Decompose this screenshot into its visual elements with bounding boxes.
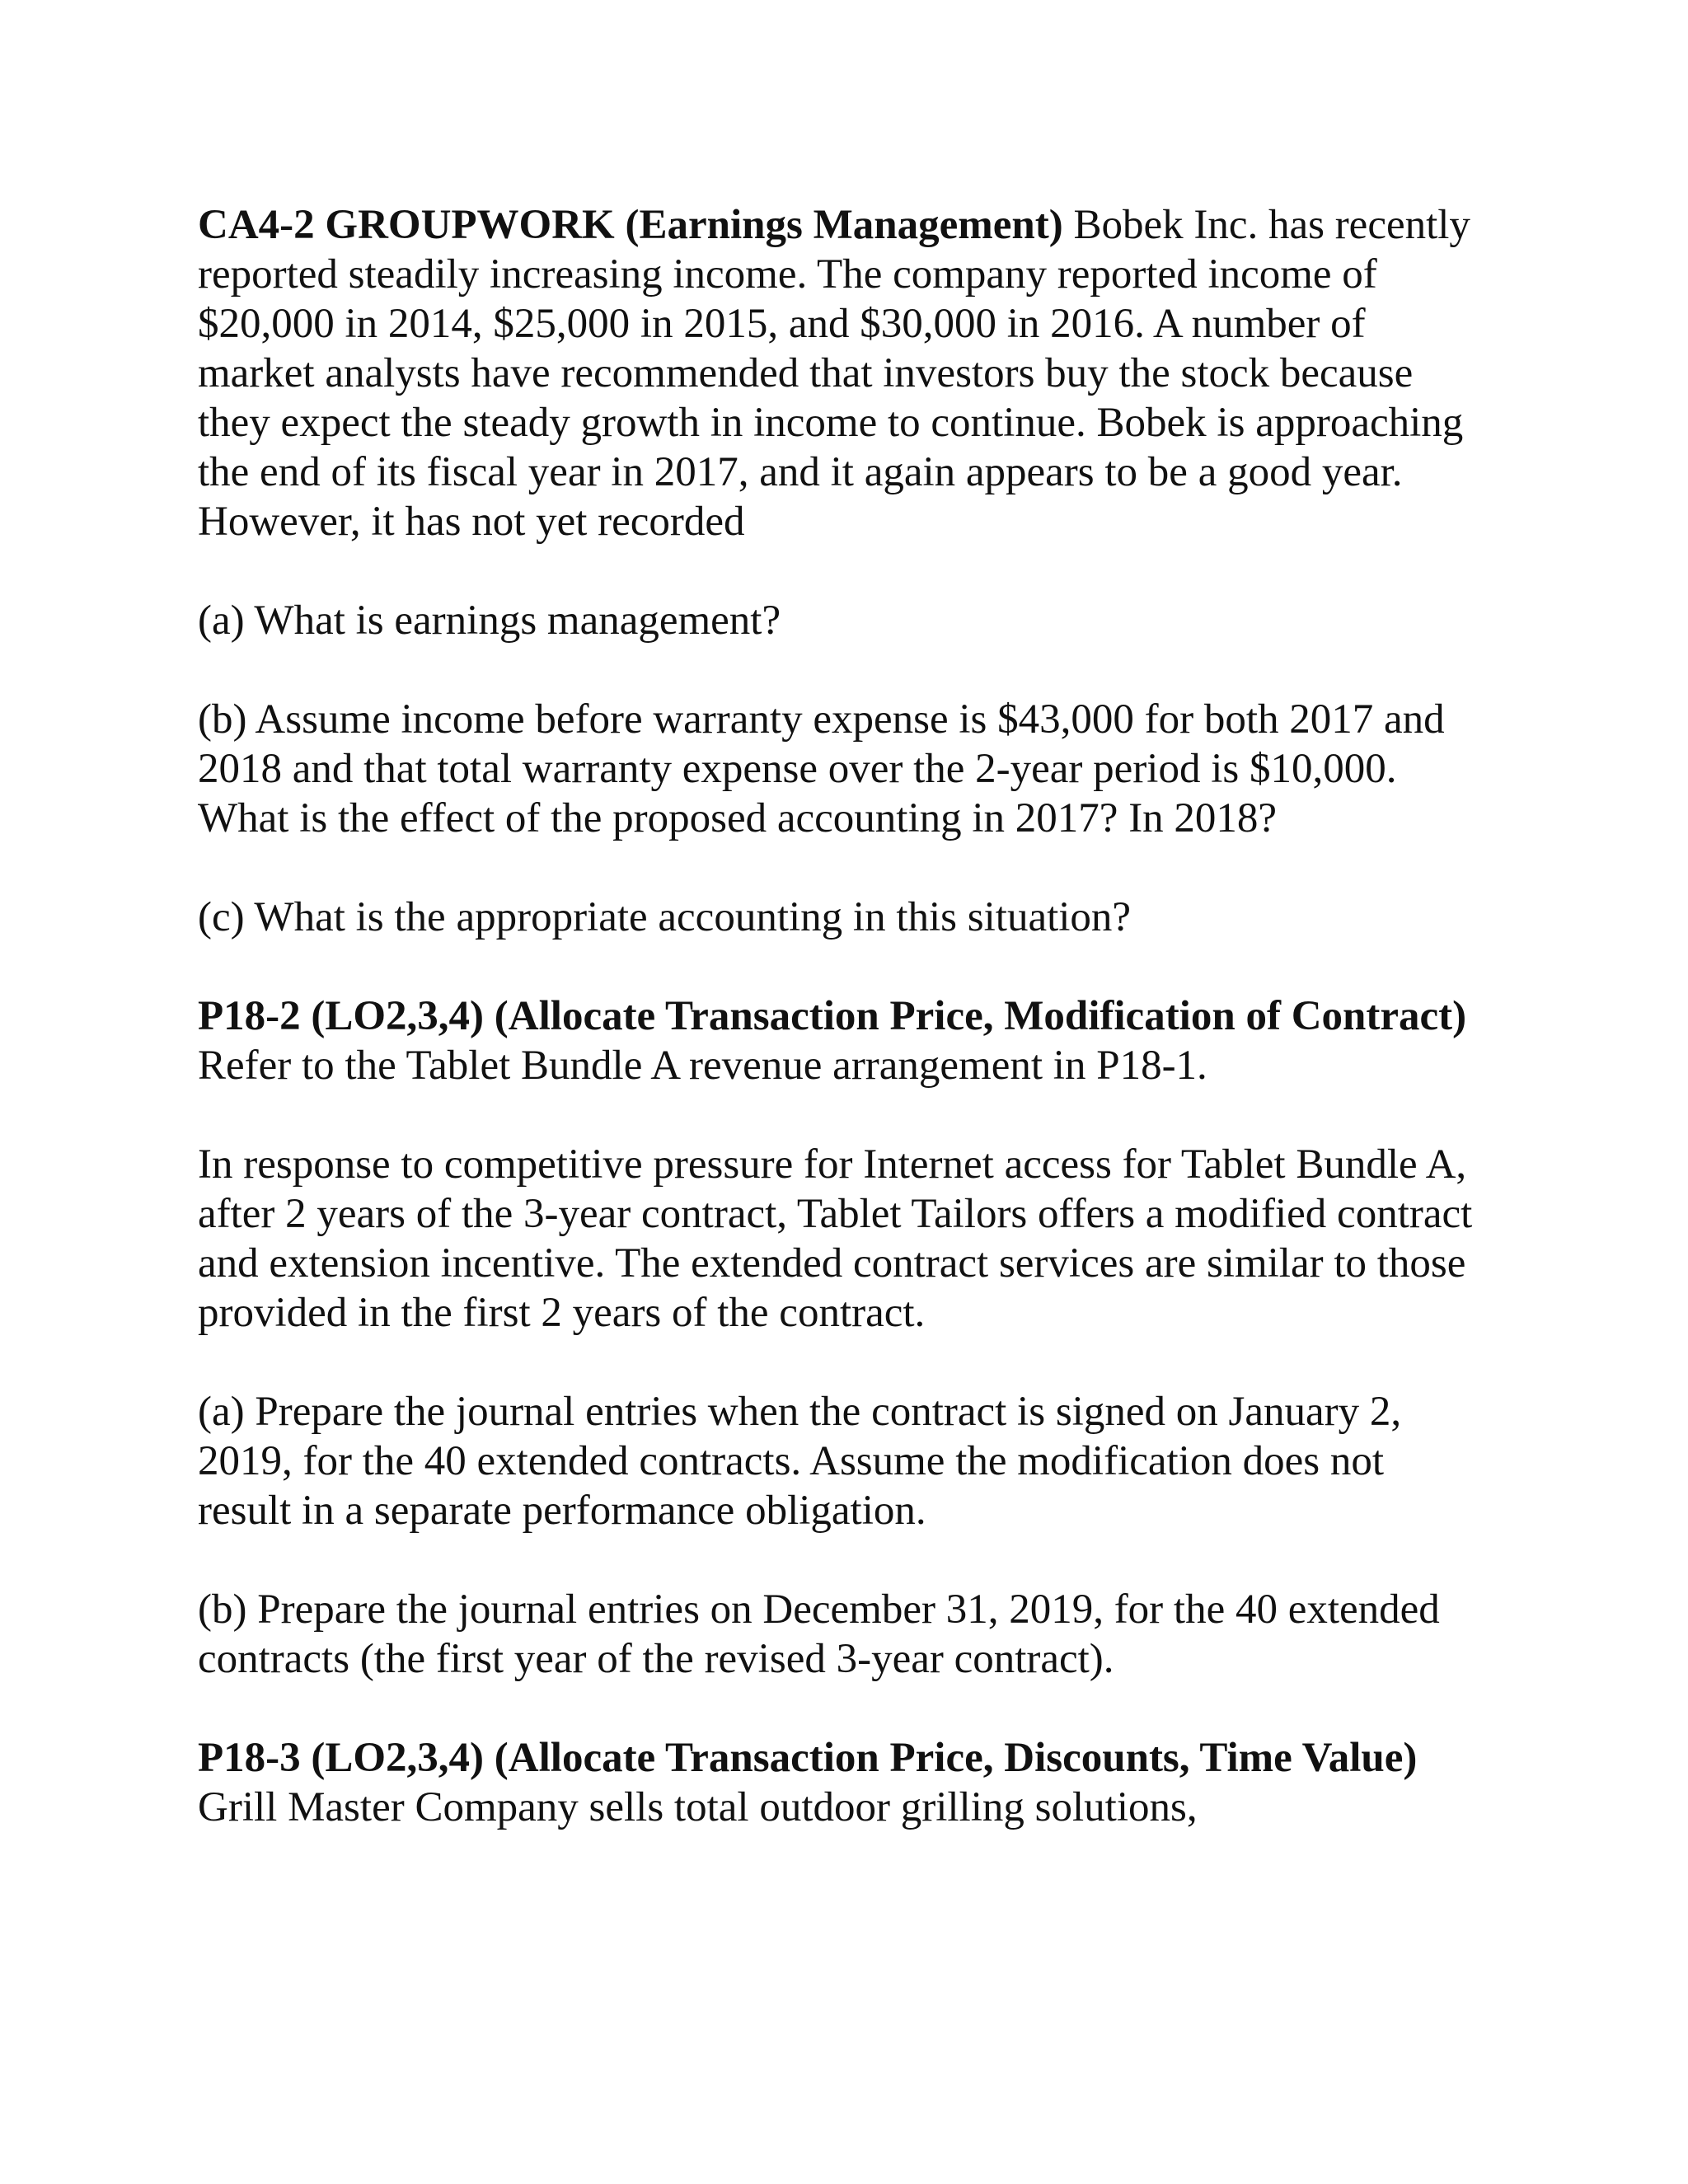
ca4-2-paragraph: [198, 200, 1484, 546]
p18-3-paragraph: [198, 1733, 1484, 1832]
p18-2-heading: P18-2 (LO2,3,4) (Allocate Transaction Price, Modification of Contract): [198, 993, 1467, 1039]
p18-2-question-a: (a) Prepare the journal entries when the contract is signed on January 2, 2019, for the 40 extended contracts. Assume the modification does not result in a separate performance obligation.: [198, 1389, 1402, 1534]
ca4-2-question-c: (c) What is the appropriate accounting in this situation?: [198, 894, 1132, 940]
p18-3-body: Grill Master Company sells total outdoor grilling solutions,: [198, 1784, 1198, 1830]
ca4-2-question-a: (a) What is earnings management?: [198, 598, 781, 644]
p18-3-heading: P18-3 (LO2,3,4) (Allocate Transaction Price, Discounts, Time Value): [198, 1735, 1418, 1781]
ca4-2-body: Bobek Inc. has recently reported steadily increasing income. The company reported income of $20,000 in 2014, $25,000 in 2015, and $30,000 in 2016. A number of market analysts have recommended that investors buy the stock because they expect the steady growth in income to continue. Bobek is approaching the end of its fiscal year in 2017, and it again appears to be a good year. However, it has not yet recorded: [198, 202, 1470, 545]
p18-2-paragraph: [198, 991, 1484, 1090]
p18-2-question-b: (b) Prepare the journal entries on December 31, 2019, for the 40 extended contracts (the first year of the revised 3-year contract).: [198, 1586, 1440, 1682]
ca4-2-question-b: (b) Assume income before warranty expense is $43,000 for both 2017 and 2018 and that total warranty expense over the 2-year period is $10,000. What is the effect of the proposed accounting in 2017? In 2018?: [198, 696, 1445, 841]
p18-2-body: Refer to the Tablet Bundle A revenue arrangement in P18-1.: [198, 1043, 1207, 1089]
ca4-2-heading: CA4-2 GROUPWORK (Earnings Management): [198, 202, 1063, 248]
p18-2-context: In response to competitive pressure for Internet access for Tablet Bundle A, after 2 years of the 3-year contract, Tablet Tailors offers a modified contract and extension incentive. The extended contract services are similar to those provided in the first 2 years of the contract.: [198, 1141, 1473, 1336]
document-page: [198, 200, 1484, 1832]
